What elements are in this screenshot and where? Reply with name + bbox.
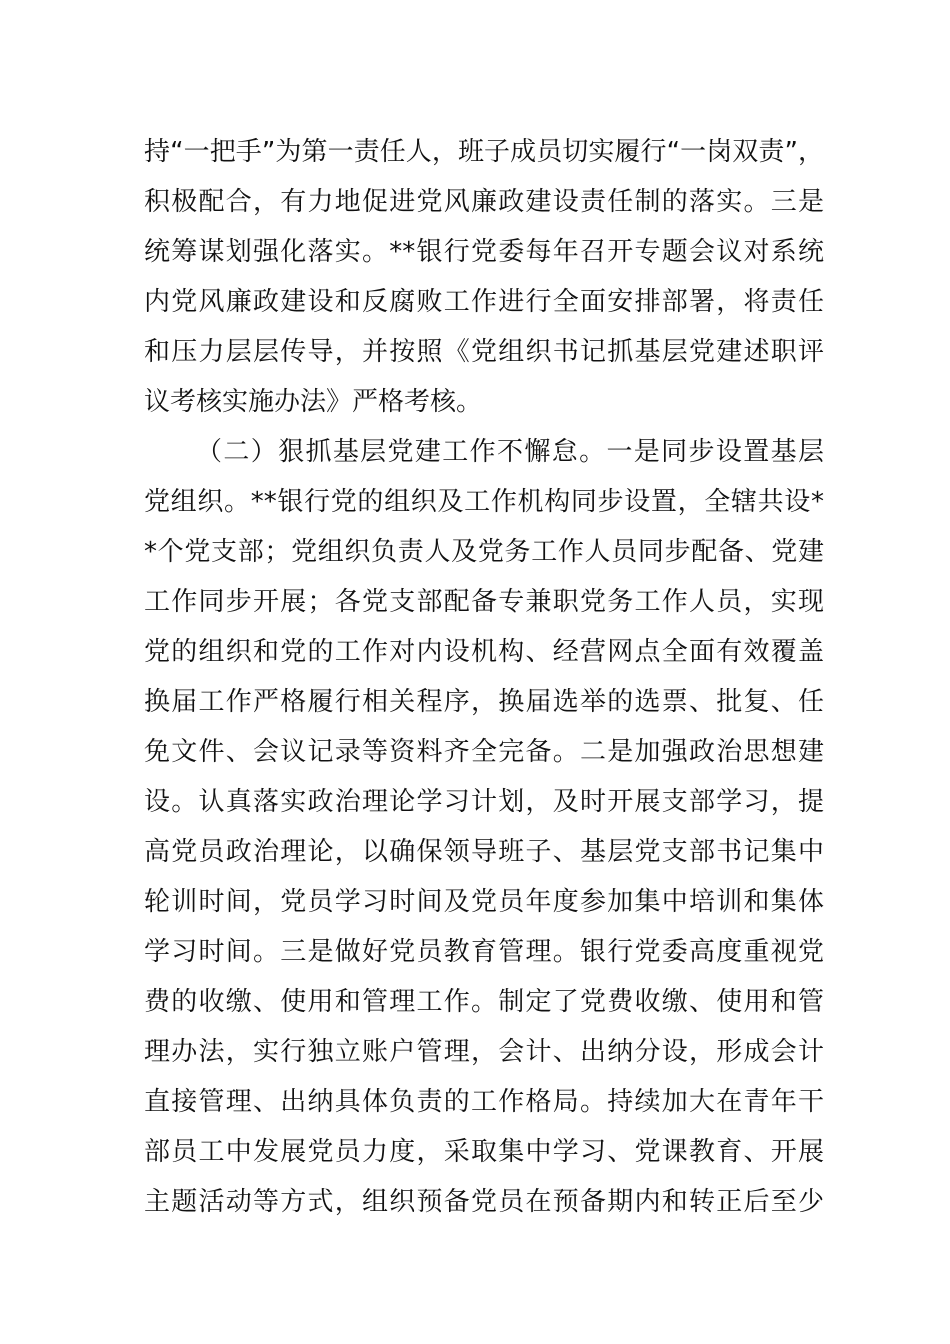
text-line: 高党员政治理论，以确保领导班子、基层党支部书记集中: [144, 837, 824, 867]
text-line: 议考核实施办法》严格考核。: [144, 387, 483, 417]
text-line: 费的收缴、使用和管理工作。制定了党费收缴、使用和管: [144, 987, 824, 1017]
text-line: 直接管理、出纳具体负责的工作格局。持续加大在青年干: [144, 1087, 824, 1117]
text-line: 积极配合，有力地促进党风廉政建设责任制的落实。三是: [144, 187, 824, 217]
text-line: 轮训时间，党员学习时间及党员年度参加集中培训和集体: [144, 887, 824, 917]
section-heading-line: （二）狠抓基层党建工作不懈怠。一是同步设置基层: [196, 437, 824, 467]
text-line: 党组织。**银行党的组织及工作机构同步设置，全辖共设*: [144, 487, 824, 517]
paragraph-1: [144, 127, 824, 427]
text-line: 部员工中发展党员力度，采取集中学习、党课教育、开展: [144, 1137, 824, 1167]
text-line: 内党风廉政建设和反腐败工作进行全面安排部署，将责任: [144, 287, 824, 317]
document-body: [144, 127, 824, 1227]
text-line: 理办法，实行独立账户管理，会计、出纳分设，形成会计: [144, 1037, 824, 1067]
paragraph-2: [144, 427, 824, 1227]
text-line: 和压力层层传导，并按照《党组织书记抓基层党建述职评: [144, 337, 824, 367]
text-line: 工作同步开展；各党支部配备专兼职党务工作人员，实现: [144, 587, 824, 617]
text-line: *个党支部；党组织负责人及党务工作人员同步配备、党建: [144, 537, 824, 567]
text-line: 学习时间。三是做好党员教育管理。银行党委高度重视党: [144, 937, 824, 967]
text-line: 换届工作严格履行相关程序，换届选举的选票、批复、任: [144, 687, 824, 717]
text-line: 免文件、会议记录等资料齐全完备。二是加强政治思想建: [144, 737, 824, 767]
text-line: 持“一把手”为第一责任人，班子成员切实履行“一岗双责”，: [144, 137, 824, 167]
text-line: 统筹谋划强化落实。**银行党委每年召开专题会议对系统: [144, 237, 824, 267]
text-line: 党的组织和党的工作对内设机构、经营网点全面有效覆盖: [144, 637, 824, 667]
text-line: 主题活动等方式，组织预备党员在预备期内和转正后至少: [144, 1187, 824, 1217]
text-line: 设。认真落实政治理论学习计划，及时开展支部学习，提: [144, 787, 824, 817]
